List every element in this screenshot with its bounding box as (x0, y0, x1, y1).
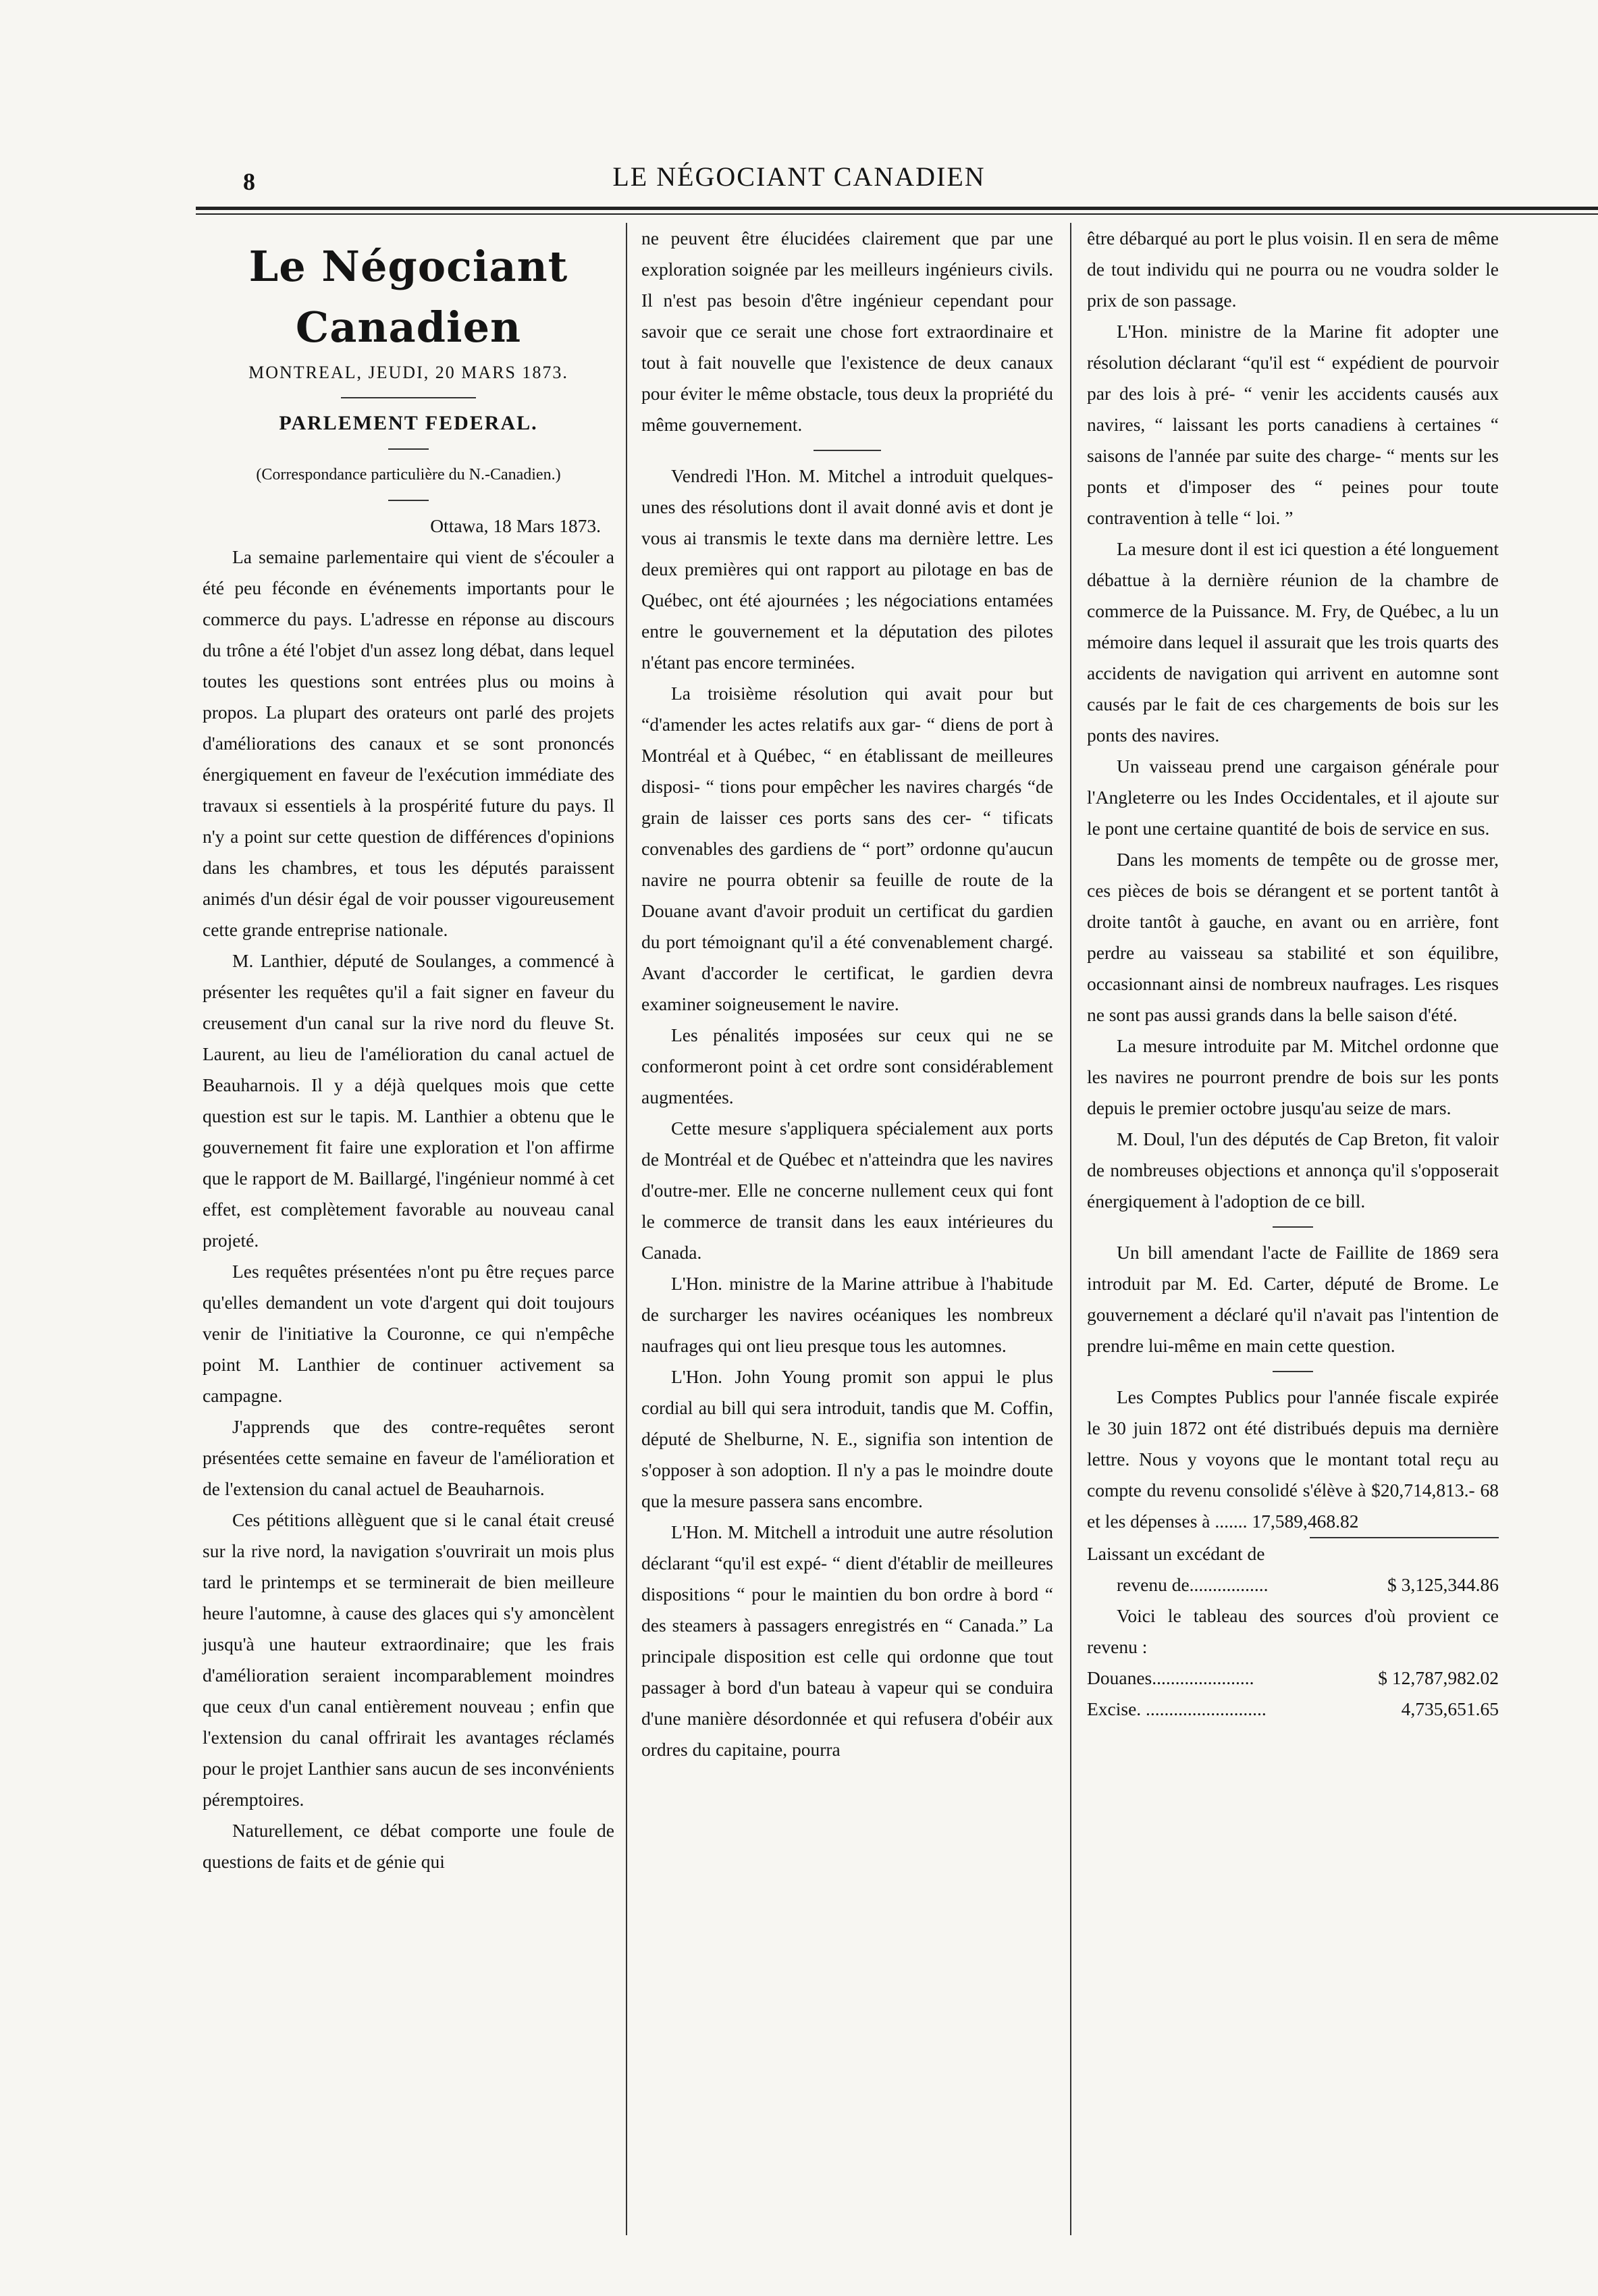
column-separator (1070, 223, 1071, 2235)
dateline: MONTREAL, JEUDI, 20 MARS 1873. (248, 363, 568, 382)
article-paragraph: Vendredi l'Hon. M. Mitchel a introduit quelques-unes des résolutions dont il avait donné avis et dont je vous ai transmis le texte dans ma dernière lettre. Les deux premières qui ont rapport au pilotage en bas de Québec, ont été ajournées ; les négociations entamées entre le gouvernement et la députation des pilotes n'étant pas encore terminées. (641, 465, 1053, 673)
divider (1273, 1226, 1313, 1228)
divider (341, 397, 476, 398)
correspondence-note: (Correspondance particulière du N.-Canadien.) (256, 466, 561, 484)
column-3 (1087, 223, 1499, 1725)
article-paragraph: L'Hon. ministre de la Marine fit adopter une résolution déclarant “qu'il est “ expédient de pourvoir par des lois à pré- “ venir les accidents causés aux navires, “ laissant les ports canadiens à certaines “ saisons de l'année par suite des charge- “ ments sur les ponts et d'imposer des “ peines pour toute contravention à telle “ loi. ” (1087, 321, 1499, 528)
article-paragraph: La troisième résolution qui avait pour but “d'amender les actes relatifs aux gar- “ diens de port à Montréal et à Québec, “ en établissant de meilleures disposi- “ tions pour empêcher les navires chargés “de grain de laisser ces ports sans des cer- “ tificats convenables des gardiens de “ port” ordonne qu'aucun navire ne pourra obtenir sa feuille de route de la Douane avant d'avoir produit un certificat du gardien du port témoignant qu'il a été convenablement chargé. Avant d'accorder le certificat, le gardien devra examiner soigneusement le navire. (641, 683, 1053, 1014)
article-paragraph: L'Hon. ministre de la Marine attribue à l'habitude de surcharger les navires océaniques les nombreux naufrages qui ont lieu presque tous les automnes. (641, 1273, 1053, 1356)
article-paragraph: être débarqué au port le plus voisin. Il en sera de même de tout individu qui ne pourra ou ne voudra solder le prix de son passage. (1087, 228, 1499, 311)
article-paragraph: Un bill amendant l'acte de Faillite de 1869 sera introduit par M. Ed. Carter, député de Brome. Le gouvernement a déclaré qu'il n'avait pas l'intention de prendre lui-même en main cette question. (1087, 1242, 1499, 1356)
revenue-source-label: Douanes...................... (1087, 1667, 1254, 1688)
table-row (1087, 1663, 1499, 1694)
article-paragraph: M. Lanthier, député de Soulanges, a commencé à présenter les requêtes qu'il a fait signer en faveur du creusement d'un canal sur la rive nord du fleuve St. Laurent, au lieu de l'amélioration du canal actuel de Beauharnois. Il y a déjà quelques mois que cette question est sur le tapis. M. Lanthier a obtenu que le gouvernement fit faire une exploration et l'on affirme que le rapport de M. Baillargé, l'ingénieur nommé à cet effet, est complètement favorable au nouveau canal projeté. (203, 950, 614, 1251)
article-paragraph: L'Hon. John Young promit son appui le plus cordial au bill qui sera introduit, tandis que M. Coffin, député de Shelburne, N. E., signifia son intention de s'opposer à son adoption. Il n'y a pas le moindre doute que la mesure passera sans encombre. (641, 1366, 1053, 1511)
article-paragraph: Naturellement, ce débat comporte une foule de questions de faits et de génie qui (203, 1820, 614, 1872)
column-1 (203, 223, 614, 1877)
section-heading: PARLEMENT FEDERAL. (279, 412, 538, 434)
article-paragraph: ne peuvent être élucidées clairement que par une exploration soignée par les meilleurs ingénieurs civils. Il n'est pas besoin d'être ingénieur cependant pour savoir que ce serait une chose fort extraordinaire et tout à fait nouvelle que l'existence de deux canaux pour éviter le même obstacle, tous deux la propriété du même gouvernement. (641, 228, 1053, 435)
article-paragraph: La mesure introduite par M. Mitchel ordonne que les navires ne pourront prendre de bois sur les ponts depuis le premier octobre jusqu'au seize de mars. (1087, 1035, 1499, 1118)
article-paragraph: Les requêtes présentées n'ont pu être reçues parce qu'elles demandent un vote d'argent qui doit toujours venir de l'initiative la Couronne, ce qui n'empêche point M. Lanthier de continuer activement sa campagne. (203, 1261, 614, 1406)
article-paragraph: L'Hon. M. Mitchell a introduit une autre résolution déclarant “qu'il est expé- “ dient d'établir de meilleures dispositions “ pour le maintien du bon ordre à bord “ des steamers à passagers enregistrés en “ Canada.” La principale disposition est celle qui ordonne que tout passager à bord d'un bateau à vapeur qui se conduira d'une manière désordonnée et qui refusera d'obéir aux ordres du capitaine, pourra (641, 1521, 1053, 1760)
article-paragraph: J'apprends que des contre-requêtes seront présentées cette semaine en faveur de l'amélioration et de l'extension du canal actuel de Beauharnois. (203, 1416, 614, 1499)
divider (814, 450, 881, 451)
article-paragraph: Ces pétitions allèguent que si le canal était creusé sur la rive nord, la navigation s'ouvrirait un mois plus tard le printemps et se terminerait de bien meilleure heure l'automne, à cause des glaces qui s'y amoncèlent jusqu'à une hauteur extraordinaire; que les frais d'amélioration seraient incomparablement moindres que ceux d'un canal entièrement nouveau ; enfin que l'extension du canal offrirait les avantages réclamés pour le projet Lanthier sans aucun de ses inconvénients péremptoires. (203, 1509, 614, 1810)
masthead: Le Négociant Canadien (248, 242, 568, 352)
column-2 (641, 223, 1053, 1765)
divider (388, 500, 429, 501)
revenue-source-value: $ 12,787,982.02 (1378, 1667, 1499, 1688)
divider (388, 448, 429, 450)
revenue-source-value: 4,735,651.65 (1401, 1698, 1499, 1719)
divider (1273, 1371, 1313, 1372)
sources-intro: Voici le tableau des sources d'où provient ce revenu : (1087, 1605, 1499, 1657)
article-paragraph: Un vaisseau prend une cargaison générale pour l'Angleterre ou les Indes Occidentales, et il ajoute sur le pont une certaine quantité de bois de service en sus. (1087, 756, 1499, 839)
column-separator (626, 223, 627, 2235)
article-paragraph: Les pénalités imposées sur ceux qui ne se conformeront point à cet ordre sont considérablement augmentées. (641, 1024, 1053, 1107)
top-rule (196, 207, 1598, 210)
top-rule-thin (196, 213, 1598, 215)
article-paragraph: Dans les moments de tempête ou de grosse mer, ces pièces de bois se dérangent et se portent tantôt à droite tantôt à gauche, en avant ou en arrière, font perdre au vaisseau sa stabilité et son équilibre, occasionnant ainsi de nombreux naufrages. Les risques ne sont pas aussi grands dans la belle saison d'été. (1087, 849, 1499, 1025)
article-paragraph: M. Doul, l'un des députés de Cap Breton, fit valoir de nombreuses objections et annonça qu'il s'opposerait énergiquement à l'adoption de ce bill. (1087, 1128, 1499, 1211)
surplus-label: Laissant un excédant de (1087, 1543, 1265, 1564)
article-paragraph: Les Comptes Publics pour l'année fiscale expirée le 30 juin 1872 ont été distribués depuis ma dernière lettre. Nous y voyons que le montant total reçu au compte du revenu consolidé s'élève à $20,714,813.- 68 et les dépenses à ....... 17,589,468.82 (1087, 1386, 1499, 1532)
page-number: 8 (243, 168, 255, 195)
place-date: Ottawa, 18 Mars 1873. (430, 515, 601, 536)
revenue-source-label: Excise. .......................... (1087, 1698, 1267, 1719)
surplus-value: $ 3,125,344.86 (1387, 1574, 1499, 1595)
article-paragraph: Cette mesure s'appliquera spécialement aux ports de Montréal et de Québec et n'atteindra que les navires d'outre-mer. Elle ne concerne nullement ceux qui font le commerce de transit dans les eaux intérieures du Canada. (641, 1118, 1053, 1263)
running-head: LE NÉGOCIANT CANADIEN (612, 161, 986, 192)
article-paragraph: La mesure dont il est ici question a été longuement débattue à la dernière réunion de la chambre de commerce de la Puissance. M. Fry, de Québec, a lu un mémoire dans lequel il assurait que les trois quarts des accidents de navigation qui arrivent en automne sont causés par le fait de ces chargements de bois sur les ponts des navires. (1087, 538, 1499, 746)
table-row (1087, 1694, 1499, 1725)
surplus-row (1087, 1569, 1499, 1600)
article-paragraph: La semaine parlementaire qui vient de s'écouler a été peu féconde en événements importants pour le commerce du pays. L'adresse en réponse au discours du trône a été l'objet d'un assez long débat, dans lequel toutes les questions sont entrées plus ou moins à propos. La plupart des orateurs ont parlé des projets d'améliorations des canaux et se sont prononcés énergiquement en faveur de l'exécution immédiate des travaux si essentiels à la prospérité future du pays. Il n'y a point sur cette question de différences d'opinions dans les chambres, et tous les députés paraissent animés d'un désir égal de voir pousser vigoureusement cette grande entreprise nationale. (203, 546, 614, 940)
surplus-line: revenu de................. (1117, 1574, 1269, 1595)
